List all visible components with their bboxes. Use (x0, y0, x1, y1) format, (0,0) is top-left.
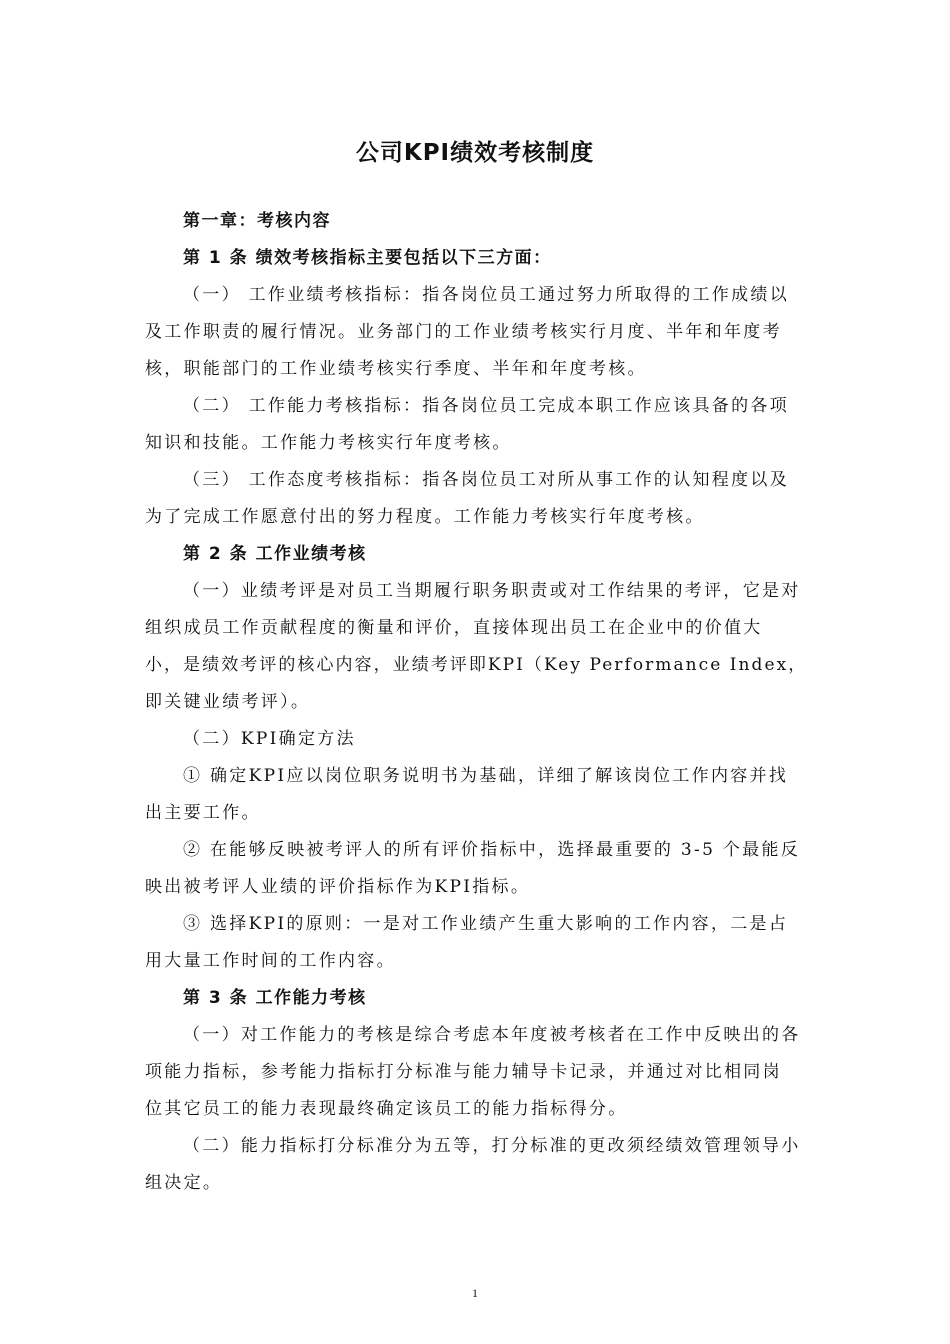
paragraph-line: 出主要工作。 (145, 803, 261, 823)
paragraph-line: （二）KPI确定方法 (183, 729, 356, 749)
paragraph-line: （一）对工作能力的考核是综合考虑本年度被考核者在工作中反映出的各 (183, 1025, 801, 1045)
paragraph-line: 即关键业绩考评）。 (145, 692, 311, 712)
paragraph-line: ① 确定KPI应以岗位职务说明书为基础，详细了解该岗位工作内容并找 (183, 766, 789, 786)
paragraph-line: ③ 选择KPI的原则：一是对工作业绩产生重大影响的工作内容，二是占 (183, 914, 789, 934)
article-heading: 第 1 条 绩效考核指标主要包括以下三方面： (183, 248, 552, 268)
paragraph-line: （二） 工作能力考核指标：指各岗位员工完成本职工作应该具备的各项 (183, 396, 790, 416)
article-heading: 第 2 条 工作业绩考核 (183, 544, 367, 564)
paragraph-line: 核，职能部门的工作业绩考核实行季度、半年和年度考核。 (145, 359, 647, 379)
paragraph-line: （一）业绩考评是对员工当期履行职务职责或对工作结果的考评，它是对 (183, 581, 801, 601)
paragraph-line: 组决定。 (145, 1173, 223, 1193)
paragraph-line: （三） 工作态度考核指标：指各岗位员工对所从事工作的认知程度以及 (183, 470, 790, 490)
paragraph-line: 项能力指标，参考能力指标打分标准与能力辅导卡记录，并通过对比相同岗 (145, 1062, 782, 1082)
document-body (145, 203, 807, 1202)
paragraph-line: （一） 工作业绩考核指标：指各岗位员工通过努力所取得的工作成绩以 (183, 285, 790, 305)
document-title: 公司KPI绩效考核制度 (355, 140, 595, 166)
paragraph-line: 组织成员工作贡献程度的衡量和评价，直接体现出员工在企业中的价值大 (145, 618, 763, 638)
page-number: 1 (472, 1286, 478, 1300)
paragraph-line: 位其它员工的能力表现最终确定该员工的能力指标得分。 (145, 1099, 628, 1119)
chapter-heading: 第一章：考核内容 (183, 211, 331, 231)
paragraph-line: 用大量工作时间的工作内容。 (145, 951, 396, 971)
paragraph-line: 小，是绩效考评的核心内容，业绩考评即KPI（Key Performance Index， (145, 655, 808, 675)
paragraph-line: 映出被考评人业绩的评价指标作为KPI指标。 (145, 877, 531, 897)
paragraph-line: 知识和技能。工作能力考核实行年度考核。 (145, 433, 512, 453)
paragraph-line: 及工作职责的履行情况。业务部门的工作业绩考核实行月度、半年和年度考 (145, 322, 782, 342)
paragraph-line: （二）能力指标打分标准分为五等，打分标准的更改须经绩效管理领导小 (183, 1136, 801, 1156)
paragraph-line: ② 在能够反映被考评人的所有评价指标中，选择最重要的 3-5 个最能反 (183, 840, 801, 860)
paragraph-line: 为了完成工作愿意付出的努力程度。工作能力考核实行年度考核。 (145, 507, 705, 527)
article-heading: 第 3 条 工作能力考核 (183, 988, 367, 1008)
